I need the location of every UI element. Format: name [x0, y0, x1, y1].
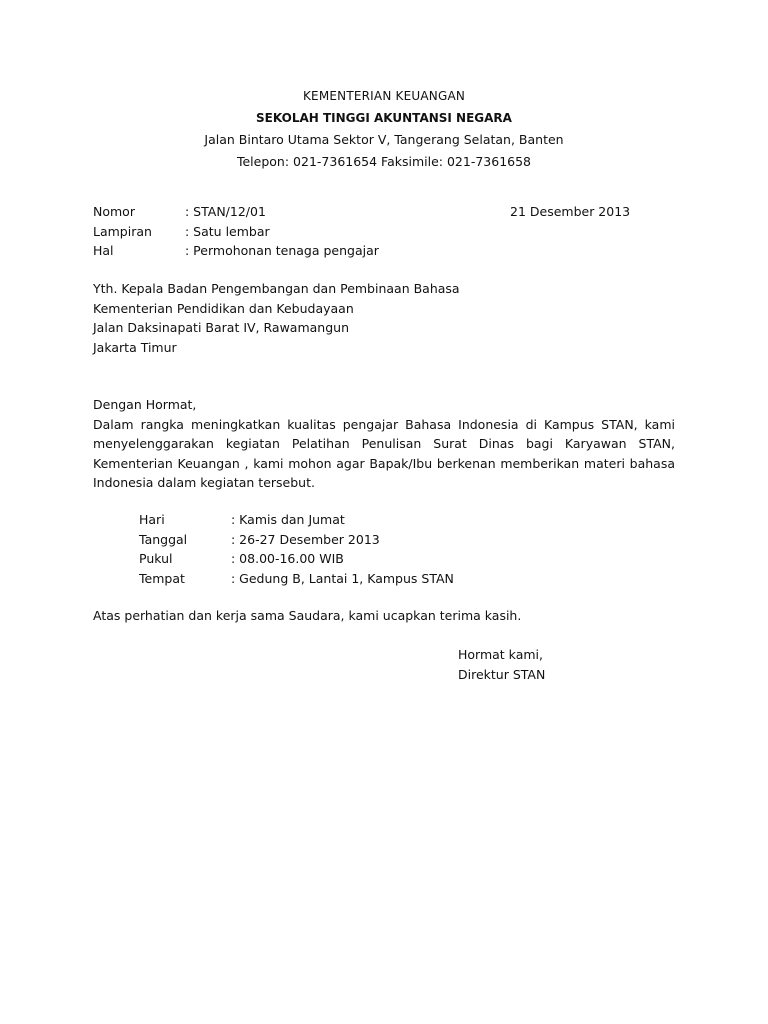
- detail-value: : 26-27 Desember 2013: [231, 531, 380, 547]
- recipient-line: Jalan Daksinapati Barat IV, Rawamangun: [93, 320, 349, 335]
- recipient-line: Jakarta Timur: [93, 339, 177, 355]
- meta-value: : Satu lembar: [185, 223, 270, 239]
- detail-row-place: [139, 569, 539, 589]
- letter-body: [93, 395, 675, 493]
- detail-value: : Gedung B, Lantai 1, Kampus STAN: [231, 570, 454, 586]
- signature-block: [458, 645, 545, 684]
- recipient-address: [93, 279, 653, 357]
- signature-regards: Hormat kami,: [458, 647, 543, 662]
- body-paragraph: Dalam rangka meningkatkan kualitas pengajar Bahasa Indonesia di Kampus STAN, kami menyelenggarakan kegiatan Pelatihan Penulisan Surat Dinas bagi Karyawan STAN, Kementerian Keuangan , kami mohon agar Bapak/Ibu berkenan memberikan materi bahasa Indonesia dalam kegiatan tersebut.: [93, 416, 675, 490]
- signature-title: Direktur STAN: [458, 666, 546, 682]
- detail-row-day: [139, 510, 539, 530]
- institution-contact: Telepon: 021-7361654 Faksimile: 021-7361658: [236, 153, 532, 169]
- meta-label: Lampiran: [93, 223, 152, 239]
- detail-label: Tanggal: [139, 531, 188, 547]
- letter-date: 21 Desember 2013: [510, 204, 631, 219]
- detail-row-time: [139, 549, 539, 569]
- greeting: Dengan Hormat,: [93, 397, 197, 412]
- detail-label: Hari: [139, 512, 165, 527]
- meta-label: Hal: [93, 243, 114, 258]
- event-details: [139, 510, 539, 588]
- detail-row-date: [139, 530, 539, 550]
- ministry-name: KEMENTERIAN KEUANGAN: [302, 89, 466, 103]
- detail-label: Pukul: [139, 551, 173, 566]
- letterhead: [0, 86, 768, 172]
- recipient-line: Kementerian Pendidikan dan Kebudayaan: [93, 300, 354, 316]
- meta-row-attachment: [93, 222, 633, 242]
- detail-value: : 08.00-16.00 WIB: [231, 551, 344, 566]
- meta-value: : STAN/12/01: [185, 204, 266, 219]
- detail-value: : Kamis dan Jumat: [231, 512, 345, 527]
- recipient-line: Yth. Kepala Badan Pengembangan dan Pembinaan Bahasa: [93, 281, 460, 296]
- institution-address: Jalan Bintaro Utama Sektor V, Tangerang Selatan, Banten: [204, 132, 564, 147]
- meta-value: : Permohonan tenaga pengajar: [185, 243, 379, 258]
- closing-sentence: Atas perhatian dan kerja sama Saudara, kami ucapkan terima kasih.: [93, 608, 522, 623]
- meta-row-subject: [93, 241, 633, 261]
- meta-label: Nomor: [93, 204, 135, 219]
- school-name: SEKOLAH TINGGI AKUNTANSI NEGARA: [256, 110, 512, 125]
- detail-label: Tempat: [139, 570, 185, 586]
